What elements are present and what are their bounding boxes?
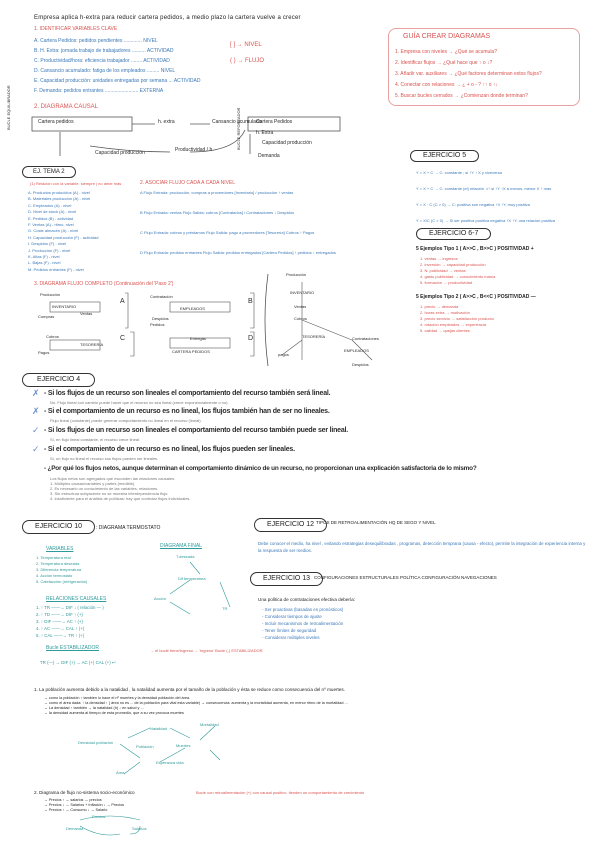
bottom2-title: 2. Diagrama de flujo no-sistema socio-económico: [34, 790, 135, 795]
ej10-variable: 4. Acción termostato: [36, 573, 73, 578]
bottom1-line: → como el área dada: ↑ la densidad ↑ ( área no es ... de la población para vital esta variable) → consecuencia: aumenta y la mortalidad aumenta, en menor ritmo de la mortalidad ...: [44, 701, 348, 705]
ej13-item: - Ser proactivas (basadas en pronósticos): [262, 607, 344, 612]
guia-item: 2. Identificar flujos → ¿Qué hace que ↑ o ↓?: [395, 60, 493, 66]
ej4-sentence-0: - Si los flujos de un recurso son lineales el comportamiento del recurso también será lineal.: [44, 390, 331, 397]
flow-node: pagos: [278, 352, 289, 357]
ej4-answer: Los flujos netos son agregados que esconden las relaciones causales.: [50, 476, 176, 481]
ej2-item: K. Altas (F) - nivel: [28, 254, 60, 260]
ej4-mark-3: ✓: [32, 444, 40, 454]
ej4-note-0: No. Flujo lineal con cambio puede hacer que el recurso no sea lineal (crece exponencialmente o no).: [50, 400, 229, 405]
ej2-item: G. Coste almacén (A) - nivel: [28, 228, 79, 234]
ej13-subtitle: CONFIGURACIONES ESTRUCTURALES POLÍTICA CONFIGURACIÓN NAVEGACIONES: [314, 575, 497, 580]
ej4-answers: [50, 476, 191, 501]
ej3-label: B: [248, 298, 253, 305]
ej4-mark-1: ✗: [32, 406, 40, 416]
ej2-item: A. Productos producidos (A) - nivel: [28, 190, 90, 195]
ej67-ex1-item: 4. gasto publicidad → conocimiento marca: [420, 274, 496, 279]
legend-nivel: [ ] → NIVEL: [230, 42, 262, 48]
ej10-relacion: 1. ↑ TR ——→ DIF ↓ ( relación — ): [36, 605, 104, 610]
ej2b-row: D Flujo Entrada: pedidos entrantes Flujo Salida: pedidos entregados [Cartera Pedidos] ↑ pedidos ↓ entregados: [140, 250, 336, 255]
ej3-label: Ventas: [80, 311, 93, 316]
ej4-sentence-4: - ¿Por qué los flujos netos, aunque determinan el comportamiento dinámico de un recurso, no proporcionan una explicación satisfactoria de lo mismo?: [44, 465, 477, 472]
ej3-label: Cobros: [46, 334, 59, 339]
bottom1-node: Muertes: [176, 743, 191, 748]
ej10-diagrama-title: DIAGRAMA FINAL: [160, 543, 202, 549]
ej2b-row: A Flujo Entrada: producción, compras a proveedores [Inventario] / producción ↑ ventas: [140, 190, 294, 195]
loop2-label: BUCLE REFORZADOR: [236, 107, 241, 150]
ej3-label: Contratación: [150, 294, 173, 299]
ej4-sentence-2: - Si los flujos de un recurso son lineales el comportamiento del recurso también puede ser lineal.: [44, 427, 349, 434]
ej3-label: A: [120, 298, 125, 305]
node-cansancio: Cansancio acumulado: [212, 119, 262, 125]
ej4-answer: 2. Es necesario un conocimiento de las variables, relaciones.: [50, 486, 159, 491]
ej10-bucle-note: → el bucle tiene/ingreso → 'Ingreso' Bucle (-) ESTABILIZADOR: [150, 648, 263, 653]
guia-box: [388, 28, 580, 106]
ej67-ex2-item: 4. rotación empleados → experiencia: [420, 322, 487, 327]
bottom2-lines: [44, 798, 124, 813]
bottom1-line: → La densidad ↑ también → la natalidad (h) ↓ en salud y ...: [44, 706, 144, 710]
ej13-item: - Incluir mecanismos de retroalimentación: [262, 621, 344, 626]
ej10-relaciones: [36, 604, 104, 639]
ej10-subtitle: : DIAGRAMA TERMOSTATO: [96, 525, 161, 531]
guia-item: 1. Empresa con niveles → ¿Qué se acumula?: [395, 49, 497, 55]
ej10-node: Dif temperatura: [178, 576, 206, 581]
ej13-item: - Considerar múltiples niveles: [262, 635, 320, 640]
flow-node: Contrataciones: [352, 336, 379, 341]
ej4-sentence-3: - Si el comportamiento de un recurso es no lineal, los flujos pueden ser lineales.: [44, 446, 295, 453]
ej10-relacion: 2. ↑ TD ——→ DIF ↑ (+): [36, 612, 83, 617]
ej2-item: E. Pedidos (B) - actividad: [28, 215, 74, 221]
ej2-item: F. Ventas (A) - ritmo, nivel: [28, 222, 74, 228]
bottom1-node: Natalidad: [150, 726, 167, 731]
ej10-node: TR: [222, 606, 228, 611]
ej3-label: Pedidos: [150, 322, 165, 327]
guia-item: 4. Conectar con relaciones → ¿ + o - ? ↑↑ o ↑↓: [395, 82, 498, 88]
ej4-answer: 3. Sin estructura subyacente no se muestra interdependencia flujo.: [50, 491, 169, 496]
ej4-note-3: Sí, un flujo no lineal el recurso sus flujos pueden ser lineales.: [50, 456, 159, 461]
ej10-variable: 5. Calefacción (refrigeración): [36, 579, 88, 584]
variable-item: F. Demanda: pedidos entrantes ........................ EXTERNA: [34, 88, 164, 94]
bottom1-line: → como la población ↑ tambien lo hace el nº muertes y la densidad población del área.: [44, 696, 191, 700]
ej67-ex2-list: [420, 304, 494, 334]
ej67-ex2-title: 5 Ejemplos Tipo 2 ( A>>C , B<<C ) POSITIVIDAD —: [416, 294, 536, 300]
ej2-item: J. Producción (F) - nivel: [28, 247, 71, 253]
ej13-list: [262, 606, 343, 641]
ej2-item: H. Capacidad producción (F) - actividad: [28, 234, 99, 240]
bottom2-line: → Precios ↑ → salarios → precios: [44, 798, 102, 802]
node-capacidad-2: Capacidad producción: [262, 140, 312, 146]
flow-node: EMPLEADOS: [344, 348, 369, 353]
ej10-title: EJERCICIO 10: [22, 520, 95, 534]
ej5-row: Y = X · C (C > 0) → C: positiva son negativa ↑X ↑Y, muy positiva: [416, 202, 530, 207]
ej13-intro: Una política de contrataciones efectiva debería:: [258, 597, 356, 602]
bottom1-lines: [44, 696, 348, 716]
ej2b-row: B Flujo Entrada: ventas Flujo Salida: cobros [Contratados] / Contrataciones ↓ Despidos: [140, 210, 295, 215]
section2-title: 2. DIAGRAMA CAUSAL: [34, 104, 99, 110]
ej67-ex2-item: 3. precio servicio → satisfacción producto: [420, 316, 494, 321]
ej10-node: T.deseada: [176, 554, 195, 559]
bottom1-line: → la densidad aumenta al tiempo de esta promedio, que a su vez provoca muertes: [44, 711, 184, 715]
ej5-list: [416, 170, 596, 224]
section1-title: 1. IDENTIFICAR VARIABLES CLAVE: [34, 26, 118, 32]
bottom1-node: Población: [136, 744, 154, 749]
ej12-text: Debe conocer el medio, ha nivel , evitando estrategias desequilibradas , programas, detección temprana (causa - efecto), permite la integración de experiencia interna y la respuesta de ser medios.: [258, 541, 586, 553]
ej3-label: Pagos: [38, 350, 50, 355]
ej67-ex1-item: 2. inversión → capacidad producción: [420, 262, 486, 267]
ej3-label: Producción: [40, 292, 61, 297]
ej67-ex1-title: 5 Ejemplos Tipo 1 ( A>>C , B>>C ) POSITIVIDAD +: [416, 246, 534, 252]
loop1-label: BUCLE EQUILIBRADOR: [6, 85, 11, 130]
ej13-item: - Tener límites de seguridad: [262, 628, 317, 633]
node-hextra: h. extra: [158, 119, 175, 125]
ej10-node: Acción: [154, 596, 167, 601]
ej10-relacion: 5. ↑ CAL ——→ TR ↑ (+): [36, 633, 85, 638]
guia-item: 5. Buscar bucles cerrados → ¿Comienzan donde terminan?: [395, 93, 528, 99]
variable-item: D. Cansancio acumulado: fatiga de los empleados ......... NIVEL: [34, 68, 176, 74]
guia-title: GUÍA CREAR DIAGRAMAS: [403, 33, 491, 40]
ej13-item: - Considerar tiempos de ajuste: [262, 614, 322, 619]
node-hextra-2: h. Extra: [256, 130, 274, 136]
node-cartera: Cartera pedidos: [38, 119, 74, 125]
ej2b-row: C Flujo Entrada: cobros y préstamos Flujo Salida: pago a proveedores [Tesorería] Cobros ↑ Pagos: [140, 230, 315, 235]
flow-node: Cobros: [294, 316, 307, 321]
ej5-title: EJERCICIO 5: [410, 150, 479, 162]
ej10-relacion: 4. ↑ AC ——→ CAL ↑ (+): [36, 626, 85, 631]
variable-item: B. H. Extra: jornada trabajo de trabajadores .......... ACTIVIDAD: [34, 48, 174, 54]
ej10-variable: 3. Diferencia temperatura: [36, 567, 82, 572]
ej3-label: Entregas: [190, 336, 207, 341]
ej10-bucle-eq: TR (—) → DIF (+) → AC (+) CAL (+) ↩: [40, 660, 116, 665]
ej2-item: L. Bajas (F) - nivel: [28, 260, 61, 266]
bottom2-note: Bucle con retroalimentación (+) con causal positivo, tienden un comportamiento de crecimiento: [196, 790, 365, 795]
ej4-title: EJERCICIO 4: [22, 373, 95, 387]
ej10-variable: 2. Temperatura deseada: [36, 561, 80, 566]
guia-item: 3. Añadir var. auxiliares → ¿Qué factores determinan estos flujos?: [395, 71, 542, 77]
ej67-ex1-item: 1. ventas → ingresos: [420, 256, 458, 261]
node-cartera-2: Cartera Pedidos: [256, 119, 293, 125]
ej4-note-1: Flujo lineal (constante) puede generar comportamiento no lineal en el recurso (lineal).: [50, 418, 202, 423]
ej5-row: Y = X + C → C: constante (el) relación ↓/↑ si ↑Y ↑X a menos, menor X ↑ mas: [416, 186, 552, 191]
ej67-ex1-list: [420, 256, 495, 286]
ej3-label: C: [120, 335, 126, 342]
ej3-label: CARTERA PEDIDOS: [172, 349, 210, 354]
variable-item: A. Cartera Pedidos: pedidos pendientes ............. NIVEL: [34, 38, 158, 44]
ej67-ex2-item: 5. calidad → quejas clientes: [420, 328, 470, 333]
ej12-subtitle: TIPOS DE RETROALIMENTACIÓN HQ DE SEGO Y NIVEL: [316, 520, 436, 525]
page-title: Empresa aplica h-extra para reducir cartera pedidos, a medio plazo la cartera vuelve a crecer: [34, 15, 301, 21]
ej4-mark-2: ✓: [32, 425, 40, 435]
ej67-ex2-item: 1. precio → demanda: [420, 304, 459, 309]
variables-list: [34, 38, 254, 98]
ej67-ex1-item: 3. N. publicidad → ventas: [420, 268, 466, 273]
ej2b-list: [140, 190, 385, 256]
ej3-label: Despidos: [152, 316, 169, 321]
ej67-ex1-item: 5. formación → productividad: [420, 280, 473, 285]
ej10-variables-title: VARIABLES: [46, 546, 74, 552]
ej2-item: D. Nivel de stock (A) - nivel: [28, 209, 77, 215]
ej3-label: D: [248, 335, 254, 342]
ej2-list: [28, 190, 138, 273]
variable-item: C. Productividad/hora: eficiencia trabajador ........ ACTIVIDAD: [34, 58, 170, 64]
ej3-title: 3. DIAGRAMA FLUJO COMPLETO (Continuación del 'Paso 2'): [34, 281, 174, 287]
node-demanda: Demanda: [258, 153, 280, 159]
ej4-sentence-1: - Si el comportamiento de un recurso es no lineal, los flujos también han de ser no lineales.: [44, 408, 330, 415]
node-capacidad: Capacidad producción: [95, 150, 145, 156]
bottom2-node: Precios: [92, 814, 106, 819]
ej2-item: B. Materiales producción (A) - nivel: [28, 196, 91, 202]
ej4-mark-0: ✗: [32, 388, 40, 398]
variable-item: E. Capacidad producción: unidades entregadas por semana ... ACTIVIDAD: [34, 78, 201, 84]
ej5-row: Y = X/C (C > 0) → Si ser positiva positiva negativa ↑X ↑Y, una relación positiva: [416, 218, 556, 223]
ej3-label: Compras: [38, 314, 55, 319]
flow-node: INVENTARIO: [290, 290, 315, 295]
legend-flujo: ( ) → FLUJO: [230, 58, 264, 64]
ej3-label: TESORERÍA: [80, 342, 104, 347]
ej67-ex2-item: 2. horas extra → motivación: [420, 310, 470, 315]
ej4-note-2: Sí, en flujo lineal constante, el recurso crece lineal.: [50, 437, 141, 442]
flow-node: Ventas: [294, 304, 307, 309]
ej67-title: EJERCICIO 6-7: [416, 228, 491, 240]
flow-node: Producción: [286, 272, 307, 277]
bottom2-node: Salarios: [132, 826, 147, 831]
ej12-title: EJERCICIO 12: [254, 518, 327, 532]
ej10-variable: 1. Temperatura real: [36, 555, 71, 560]
ej3-label: EMPLEADOS: [180, 306, 205, 311]
flow-node: TESORERÍA: [302, 334, 326, 339]
bottom1-node: Área: [116, 770, 125, 775]
bottom2-line: → Precios ↓ → Salarios + Inflación ↓ → Precios: [44, 803, 125, 807]
ej4-answer: 4. Insuficiente para el análisis de políticas: hay que controlar flujos individuales.: [50, 496, 191, 501]
flow-node: Despidos: [352, 362, 369, 367]
ej5-row: Y = X + C → C: constante ; si ↑Y ↑ X y viceversa: [416, 170, 502, 175]
bottom2-node: Demanda: [66, 826, 84, 831]
bottom1-node: Esperanza vida: [156, 760, 184, 765]
bottom1-node: Densidad población: [78, 740, 114, 745]
ej4-answer: 1. Múltiples causas/variables y partes (medible).: [50, 481, 136, 486]
ej2-item: M. Pedidos entrantes (F) - nivel: [28, 266, 84, 272]
bottom1-title: 1. La población aumenta debido a la natalidad , la natalidad aumenta por el tamaño de la población y ésta se reduce como consecuencia del nº muertes.: [34, 687, 345, 692]
ej2-item: C. Empleados (A) - nivel: [28, 202, 72, 208]
ej10-relacion: 3. ↑ DIF ——→ AC ↑ (+): [36, 619, 83, 624]
bottom1-node: Mortalidad: [200, 722, 219, 727]
node-productividad: Productividad / h: [175, 147, 213, 153]
ej13-title: EJERCICIO 13: [250, 572, 323, 586]
ej10-bucle-title: Bucle ESTABILIZADOR: [46, 645, 99, 651]
ej2-title: EJ. TEMA 2: [22, 166, 76, 178]
ej2-sub: (1) Relación con la variable. siempre | no debe más: [30, 181, 122, 186]
bottom2-line: → Precios ↑ → Consumo ↓ → Salario: [44, 808, 108, 812]
ej10-variables: [36, 555, 87, 585]
ej2-item: I. Despidos (F) - nivel: [28, 241, 67, 247]
ej10-relaciones-title: RELACIONES CAUSALES: [46, 596, 107, 602]
ej2b-title: 2. ASOCIAR FLUJO CADA A CADA NIVEL: [140, 180, 236, 186]
ej10-diagram: [150, 552, 250, 622]
ej3-label: INVENTARIO: [52, 304, 77, 309]
